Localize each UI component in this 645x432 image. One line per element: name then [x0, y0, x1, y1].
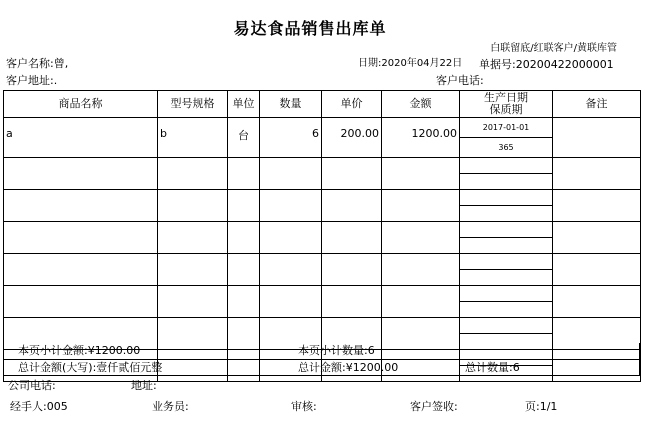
empty-cell [553, 254, 641, 286]
empty-cell [228, 158, 260, 190]
header-shelf-life: 保质期 [489, 103, 523, 116]
empty-cell [260, 286, 322, 318]
empty-cell [382, 190, 460, 222]
cell-production-date-shelf-life [460, 118, 553, 158]
empty-split-cell [460, 158, 553, 190]
empty-cell [260, 222, 322, 254]
empty-cell [322, 222, 382, 254]
goods-table [3, 90, 641, 382]
cell-shelf-life: 365 [498, 143, 514, 152]
empty-cell [158, 190, 228, 222]
table-row [4, 286, 641, 318]
empty-subcell [460, 318, 552, 334]
empty-cell [158, 158, 228, 190]
document-number: 单据号:20200422000001 [479, 58, 614, 71]
header-quantity: 数量 [260, 91, 322, 118]
empty-cell [322, 190, 382, 222]
cell-quantity: 6 [260, 118, 322, 158]
empty-subcell [460, 286, 552, 302]
empty-cell [382, 254, 460, 286]
empty-cell [228, 254, 260, 286]
page-subtotal-amount: 本页小计金额:¥1200.00 [18, 344, 141, 357]
page-subtotal-quantity: 本页小计数量:6 [298, 344, 375, 357]
table-row [4, 190, 641, 222]
empty-cell [4, 190, 158, 222]
handler: 经手人:005 [10, 400, 68, 413]
header-unit: 单位 [228, 91, 260, 118]
table-row [4, 118, 641, 158]
empty-cell [4, 222, 158, 254]
table-row [4, 222, 641, 254]
header-product-name: 商品名称 [4, 91, 158, 118]
customer-name: 客户名称:曾, [6, 57, 69, 70]
empty-cell [4, 254, 158, 286]
empty-cell [553, 158, 641, 190]
empty-subcell [460, 222, 552, 238]
document-title: 易达食品销售出库单 [233, 19, 387, 38]
empty-split-cell [460, 222, 553, 254]
empty-cell [553, 222, 641, 254]
empty-split-cell [460, 254, 553, 286]
page-number: 页:1/1 [525, 400, 558, 413]
empty-subcell [460, 254, 552, 270]
company-phone: 公司电话: [8, 379, 56, 392]
header-spec: 型号规格 [158, 91, 228, 118]
empty-split-cell [460, 190, 553, 222]
empty-subcell [460, 270, 552, 285]
empty-cell [158, 286, 228, 318]
customer-signature: 客户签收: [410, 400, 458, 413]
empty-cell [382, 286, 460, 318]
empty-cell [260, 254, 322, 286]
total-amount: 总计金额:¥1200.00 [298, 361, 399, 374]
table-header-row [4, 91, 641, 118]
cell-spec: b [158, 118, 228, 158]
empty-cell [4, 286, 158, 318]
empty-subcell [460, 174, 552, 189]
salesman: 业务员: [152, 400, 189, 413]
empty-subcell [460, 302, 552, 317]
empty-cell [228, 190, 260, 222]
cell-remark [553, 118, 641, 158]
customer-address: 客户地址:. [6, 74, 58, 87]
total-amount-chinese: 总计金额(大写):壹仟贰佰元整 [18, 361, 163, 374]
empty-cell [158, 254, 228, 286]
empty-cell [158, 222, 228, 254]
total-quantity: 总计数量:6 [465, 361, 520, 374]
customer-phone: 客户电话: [436, 74, 484, 87]
empty-cell [260, 190, 322, 222]
document-date: 日期:2020年04月22日 [358, 58, 463, 69]
cell-unit-price: 200.00 [322, 118, 382, 158]
totals-divider [4, 359, 639, 360]
header-unit-price: 单价 [322, 91, 382, 118]
cell-unit: 台 [228, 118, 260, 158]
company-address: 地址: [131, 379, 157, 392]
cell-product-name: a [4, 118, 158, 158]
empty-subcell [460, 238, 552, 253]
cell-production-date: 2017-01-01 [460, 118, 552, 138]
empty-cell [553, 286, 641, 318]
empty-cell [553, 190, 641, 222]
empty-subcell [460, 206, 552, 221]
empty-cell [228, 222, 260, 254]
empty-cell [322, 158, 382, 190]
header-production-date-shelf-life [460, 91, 553, 118]
empty-cell [260, 158, 322, 190]
empty-subcell [460, 158, 552, 174]
empty-split-cell [460, 286, 553, 318]
table-row [4, 158, 641, 190]
header-remark: 备注 [553, 91, 641, 118]
empty-cell [322, 254, 382, 286]
table-row [4, 254, 641, 286]
empty-cell [322, 286, 382, 318]
header-production-date: 生产日期 [484, 91, 528, 105]
cell-amount: 1200.00 [382, 118, 460, 158]
empty-subcell [460, 190, 552, 206]
reviewer: 审核: [291, 400, 317, 413]
empty-cell [4, 158, 158, 190]
copy-distribution-note: 白联留底/红联客户/黄联库管 [490, 43, 617, 54]
empty-cell [382, 222, 460, 254]
empty-cell [382, 158, 460, 190]
empty-cell [228, 286, 260, 318]
header-amount: 金额 [382, 91, 460, 118]
